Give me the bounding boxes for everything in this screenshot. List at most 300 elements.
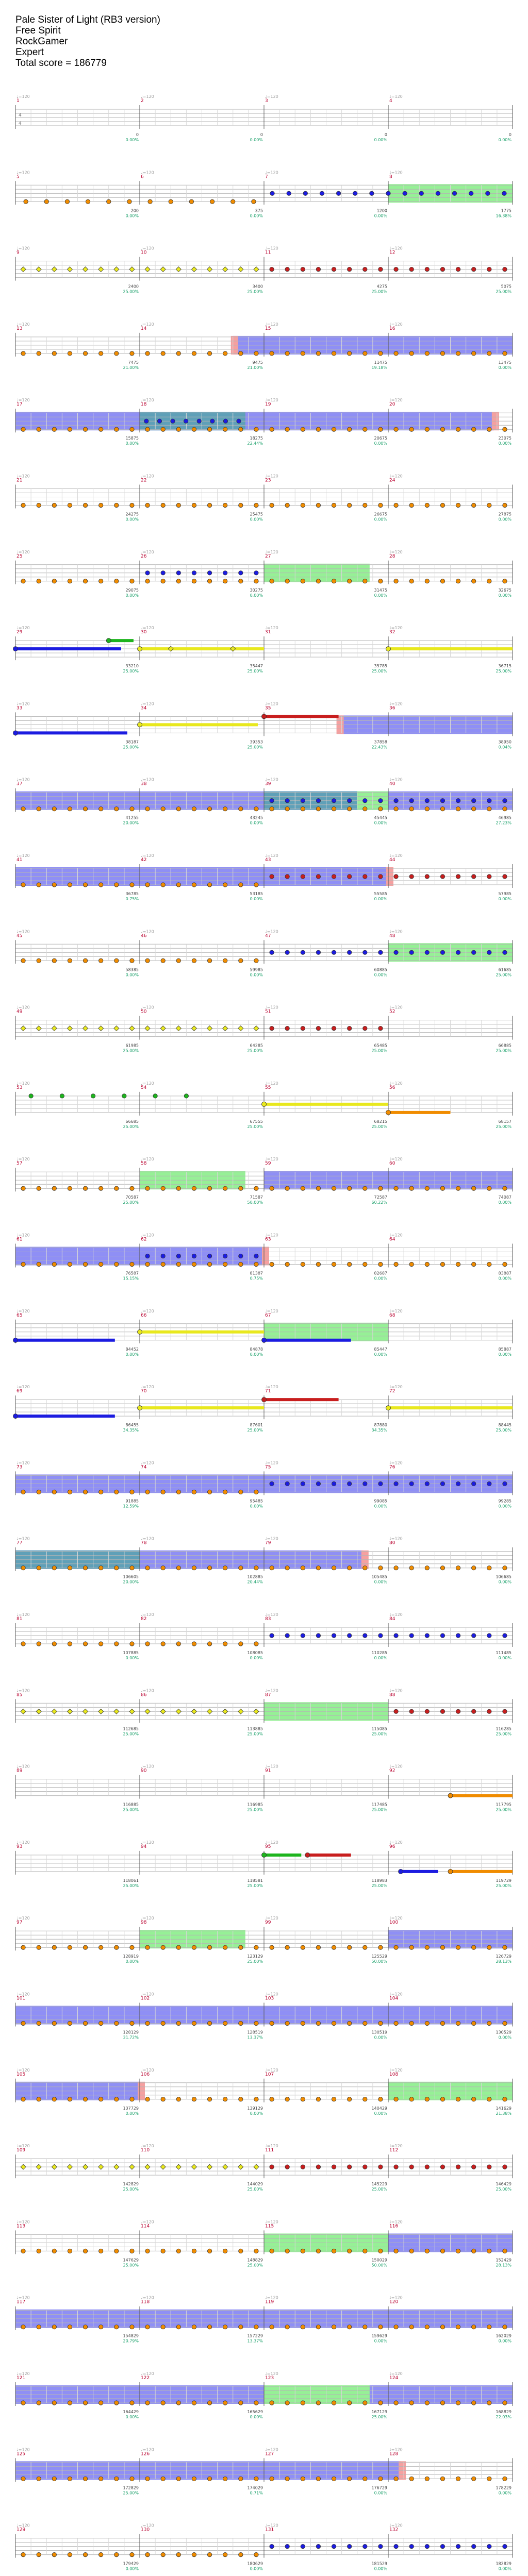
note-gem	[161, 2249, 165, 2253]
note-gem	[301, 1566, 305, 1570]
note-gem	[145, 571, 150, 575]
measure-number: 14	[141, 326, 147, 331]
measure-score: 172829	[123, 2485, 139, 2490]
note-gem	[83, 2097, 87, 2101]
note-gem	[192, 2249, 196, 2253]
note-gem	[378, 1566, 383, 1570]
measure-percent: 0.00%	[374, 897, 387, 901]
tempo-label: ♩=120	[389, 549, 403, 554]
note-gem	[98, 958, 103, 963]
note-gem	[316, 2544, 320, 2548]
tempo-label: ♩=120	[141, 2447, 154, 2452]
tempo-label: ♩=120	[265, 1005, 278, 1010]
note-gem	[223, 503, 227, 507]
measure-score: 46985	[498, 815, 512, 820]
measure-number: 127	[265, 2451, 274, 2457]
tempo-label: ♩=120	[141, 1460, 154, 1466]
note-gem	[52, 267, 57, 272]
measure-score: 99285	[498, 1499, 512, 1504]
note-gem	[114, 1566, 119, 1570]
note-gem	[386, 1406, 391, 1410]
measure-score: 87601	[250, 1423, 263, 1428]
chart-row	[15, 2296, 513, 2344]
measure-percent: 0.75%	[125, 897, 139, 901]
measure-number: 12	[389, 250, 395, 256]
note-gem	[270, 950, 274, 954]
measure-score: 99085	[374, 1499, 387, 1504]
note-gem	[210, 199, 214, 204]
note-gem	[223, 958, 227, 963]
note-gem	[254, 2325, 258, 2329]
measure-number: 90	[141, 1768, 147, 1774]
note-gem	[37, 1566, 41, 1570]
note-gem	[332, 1262, 336, 1266]
measure-score: 118983	[371, 1878, 387, 1883]
note-gem	[68, 958, 72, 963]
note-gem	[301, 2097, 305, 2101]
note-gem	[378, 807, 383, 811]
measure-score: 140429	[371, 2106, 387, 2111]
note-gem	[160, 267, 166, 272]
note-gem	[239, 1186, 243, 1190]
note-gem	[207, 267, 212, 272]
measure-percent: 25.00%	[123, 1124, 139, 1129]
time-signature-top: 4	[19, 113, 22, 118]
chart-row	[15, 2371, 513, 2419]
tempo-label: ♩=120	[265, 1081, 278, 1086]
note-gem	[285, 2097, 289, 2101]
note-gem	[52, 1026, 57, 1031]
measure-score: 18275	[250, 436, 263, 441]
note-gem	[301, 799, 305, 803]
measure-score: 9475	[252, 360, 263, 365]
note-gem	[487, 1945, 491, 1949]
note-gem	[363, 1262, 367, 1266]
chart-row	[15, 1157, 513, 1205]
note-gem	[207, 579, 211, 583]
note-gem	[223, 1254, 227, 1258]
note-gem	[347, 2021, 351, 2025]
note-gem	[98, 1026, 104, 1031]
note-gem	[67, 2164, 72, 2169]
note-gem	[145, 1566, 150, 1570]
measure-number: 64	[389, 1237, 395, 1242]
measure-score: 58385	[125, 967, 139, 972]
measure-number: 83	[265, 1617, 271, 1622]
note-gem	[68, 2097, 72, 2101]
note-gem	[161, 807, 165, 811]
tempo-label: ♩=120	[141, 2219, 154, 2225]
measure-percent: 0.00%	[498, 2035, 512, 2040]
note-gem	[425, 2249, 429, 2253]
note-gem	[487, 2325, 491, 2329]
note-gem	[316, 2325, 320, 2329]
measure-percent: 0.00%	[498, 897, 512, 901]
note-gem	[52, 1945, 56, 1949]
note-gem	[130, 1566, 134, 1570]
note-gem	[503, 2544, 507, 2548]
note-gem	[270, 1566, 274, 1570]
measure-number: 3	[265, 98, 268, 104]
note-gem	[409, 950, 414, 954]
note-gem	[192, 351, 196, 356]
measure-number: 100	[389, 1920, 399, 1926]
note-gem	[425, 579, 429, 583]
note-gem	[239, 503, 243, 507]
note-gem	[440, 2401, 444, 2405]
measure-percent: 25.00%	[247, 745, 263, 750]
note-gem	[98, 1709, 104, 1714]
measure-percent: 0.00%	[250, 1352, 263, 1357]
measure-percent: 0.00%	[374, 517, 387, 522]
note-gem	[363, 351, 367, 356]
note-gem	[68, 427, 72, 431]
note-gem	[114, 427, 119, 431]
note-gem	[363, 799, 367, 803]
note-gem	[316, 1634, 320, 1638]
note-gem	[440, 1634, 444, 1638]
note-gem	[363, 1634, 367, 1638]
measure-score: 141629	[496, 2106, 512, 2111]
note-gem	[145, 958, 150, 963]
measure-number: 125	[16, 2451, 26, 2457]
note-gem	[503, 1709, 507, 1713]
note-gem	[363, 579, 367, 583]
note-gem	[254, 2249, 258, 2253]
chart-row	[15, 1688, 513, 1736]
note-gem	[378, 2325, 383, 2329]
note-gem	[285, 1566, 289, 1570]
measure-number: 109	[16, 2148, 26, 2153]
note-gem	[270, 579, 274, 583]
note-gem	[184, 1094, 188, 1098]
measure-number: 114	[141, 2224, 150, 2229]
note-gem	[238, 1709, 243, 1714]
note-gem	[239, 2552, 243, 2556]
note-gem	[285, 2325, 289, 2329]
tempo-label: ♩=120	[389, 2447, 403, 2452]
tempo-label: ♩=120	[389, 853, 403, 858]
note-gem	[239, 2325, 243, 2329]
note-gem	[98, 1262, 103, 1266]
note-gem	[52, 1566, 56, 1570]
note-gem	[471, 2249, 475, 2253]
note-gem	[471, 2544, 475, 2548]
note-gem	[21, 1490, 25, 1494]
measure-number: 22	[141, 478, 147, 483]
note-gem	[176, 1262, 180, 1266]
tempo-label: ♩=120	[265, 322, 278, 327]
measure-score: 88445	[498, 1423, 512, 1428]
note-gem	[157, 419, 161, 423]
note-gem	[83, 1026, 88, 1031]
measure-score: 117795	[496, 1802, 512, 1807]
chart-row	[15, 1764, 513, 1812]
note-gem	[394, 351, 398, 356]
measure-score: 115085	[371, 1726, 387, 1731]
measure-percent: 0.00%	[125, 213, 139, 218]
measure-score: 118581	[247, 1878, 263, 1883]
tempo-label: ♩=120	[265, 777, 278, 782]
measure-score: 37858	[374, 739, 387, 745]
note-gem	[207, 351, 211, 356]
note-gem	[394, 799, 398, 803]
measure-score: 159629	[371, 2333, 387, 2338]
measure-percent: 0.00%	[250, 2111, 263, 2116]
note-gem	[471, 799, 475, 803]
note-gem	[83, 2477, 87, 2481]
measure-number: 1	[16, 98, 20, 104]
note-gem	[285, 807, 289, 811]
measure-score: 164429	[123, 2410, 139, 2414]
measure-score: 74087	[498, 1195, 512, 1200]
note-gem	[68, 579, 72, 583]
measure-number: 8	[389, 174, 392, 180]
note-gem	[114, 579, 119, 583]
measure-number: 59	[265, 1161, 271, 1167]
measure-percent: 0.00%	[125, 1656, 139, 1660]
note-gem	[440, 1566, 444, 1570]
note-gem	[285, 874, 289, 879]
note-gem	[176, 2021, 180, 2025]
note-gem	[347, 579, 351, 583]
measure-percent: 0.00%	[374, 1276, 387, 1281]
note-gem	[21, 2021, 25, 2025]
measure-score: 67555	[250, 1119, 263, 1124]
note-gem	[176, 1490, 180, 1494]
tempo-label: ♩=120	[141, 1612, 154, 1617]
note-gem	[254, 1642, 258, 1646]
note-gem	[98, 2164, 104, 2169]
measure-number: 17	[16, 402, 23, 408]
note-gem	[130, 1186, 134, 1190]
note-gem	[363, 1186, 367, 1190]
tempo-label: ♩=120	[16, 170, 30, 175]
note-gem	[207, 2021, 211, 2025]
measure-number: 43	[265, 857, 271, 863]
note-gem	[239, 1642, 243, 1646]
measure-percent: 25.00%	[496, 2187, 512, 2192]
note-gem	[130, 2325, 134, 2329]
tempo-label: ♩=120	[389, 2219, 403, 2225]
note-gem	[378, 1186, 383, 1190]
measure-percent: 25.00%	[496, 669, 512, 674]
tempo-label: ♩=120	[16, 1688, 30, 1693]
measure-number: 7	[265, 174, 268, 180]
measure-number: 61	[16, 1237, 23, 1242]
measure-score: 36785	[125, 891, 139, 896]
tempo-label: ♩=120	[265, 1385, 278, 1390]
measure-percent: 25.00%	[371, 1731, 387, 1737]
note-gem	[487, 1634, 491, 1638]
measure-number: 96	[389, 1844, 395, 1849]
tempo-label: ♩=120	[16, 1005, 30, 1010]
measure-percent: 25.00%	[123, 669, 139, 674]
note-gem	[223, 807, 227, 811]
note-gem	[332, 2325, 336, 2329]
note-gem	[425, 2097, 429, 2101]
measure-percent: 0.00%	[498, 1276, 512, 1281]
measure-percent: 20.00%	[123, 820, 139, 826]
note-gem	[503, 807, 507, 811]
tempo-label: ♩=120	[141, 1536, 154, 1541]
chart-row	[15, 1840, 513, 1888]
note-gem	[254, 1254, 258, 1258]
instrument-name: RockGamer	[15, 36, 68, 47]
measure-percent: 27.23%	[496, 820, 512, 826]
note-gem	[487, 1186, 491, 1190]
note-gem	[207, 2477, 211, 2481]
note-gem	[145, 1642, 150, 1646]
note-gem	[52, 1642, 56, 1646]
note-gem	[409, 1634, 414, 1638]
tempo-label: ♩=120	[265, 853, 278, 858]
note-gem	[223, 2325, 227, 2329]
tempo-label: ♩=120	[16, 1764, 30, 1769]
note-gem	[440, 2544, 444, 2548]
note-gem	[176, 1945, 180, 1949]
note-gem	[378, 2165, 383, 2169]
note-gem	[503, 2325, 507, 2329]
tempo-label: ♩=120	[16, 2067, 30, 2073]
measure-score: 82687	[374, 1271, 387, 1276]
measure-score: 142829	[123, 2182, 139, 2187]
note-gem	[316, 579, 320, 583]
measure-score: 144029	[247, 2182, 263, 2187]
measure-number: 107	[265, 2072, 274, 2077]
note-gem	[285, 2165, 289, 2169]
tempo-label: ♩=120	[265, 474, 278, 479]
note-gem	[347, 2544, 351, 2548]
note-gem	[394, 2477, 398, 2481]
note-gem	[425, 1186, 429, 1190]
note-gem	[456, 2097, 460, 2101]
chart-row	[15, 246, 513, 294]
note-gem	[68, 2552, 72, 2556]
note-gem	[436, 191, 440, 195]
note-gem	[239, 1945, 243, 1949]
note-gem	[68, 2249, 72, 2253]
note-gem	[285, 579, 289, 583]
tempo-label: ♩=120	[389, 1612, 403, 1617]
note-gem	[503, 1945, 507, 1949]
note-gem	[378, 351, 383, 356]
note-gem	[409, 1262, 414, 1266]
tempo-label: ♩=120	[265, 701, 278, 706]
tempo-label: ♩=120	[389, 929, 403, 934]
measure-percent: 0.00%	[498, 2338, 512, 2344]
note-gem	[471, 2477, 475, 2481]
note-gem	[114, 1709, 119, 1714]
tempo-label: ♩=120	[16, 701, 30, 706]
note-gem	[145, 579, 150, 583]
note-gem	[207, 427, 211, 431]
chart-row	[15, 474, 513, 522]
measure-percent: 0.00%	[250, 897, 263, 901]
measure-percent: 0.00%	[374, 820, 387, 826]
note-gem	[254, 2097, 258, 2101]
measure-percent: 25.00%	[496, 1731, 512, 1737]
note-gem	[207, 2401, 211, 2405]
measure-percent: 28.13%	[496, 1959, 512, 1964]
note-gem	[471, 2097, 475, 2101]
note-gem	[254, 267, 259, 272]
note-gem	[262, 1338, 267, 1342]
note-gem	[503, 1186, 507, 1190]
note-gem	[301, 1945, 305, 1949]
note-gem	[231, 199, 235, 204]
note-gem	[68, 1490, 72, 1494]
note-gem	[285, 267, 289, 271]
note-gem	[378, 2477, 383, 2481]
note-gem	[394, 2097, 398, 2101]
chart-row	[15, 1005, 513, 1053]
note-gem	[207, 807, 211, 811]
measure-percent: 25.00%	[371, 2187, 387, 2192]
measure-percent: 0.00%	[125, 517, 139, 522]
measure-number: 65	[16, 1312, 23, 1318]
note-gem	[161, 579, 165, 583]
note-gem	[270, 2401, 274, 2405]
note-gem	[37, 807, 41, 811]
tempo-label: ♩=120	[16, 1385, 30, 1390]
note-gem	[83, 2164, 88, 2169]
tempo-label: ♩=120	[265, 2067, 278, 2073]
note-gem	[239, 571, 243, 575]
measure-number: 33	[16, 705, 23, 711]
note-gem	[176, 958, 180, 963]
note-gem	[471, 2401, 475, 2405]
note-gem	[114, 2249, 119, 2253]
note-gem	[83, 427, 87, 431]
measure-number: 80	[389, 1540, 395, 1546]
note-gem	[270, 2021, 274, 2025]
difficulty-label: Expert	[15, 47, 44, 58]
note-gem	[176, 267, 181, 272]
measure-number: 60	[389, 1161, 395, 1167]
note-gem	[223, 1186, 227, 1190]
note-gem	[83, 2325, 87, 2329]
measure-score: 117485	[371, 1802, 387, 1807]
measure-percent: 22.03%	[496, 2415, 512, 2419]
measure-percent: 0.00%	[250, 1656, 263, 1660]
measure-percent: 0.75%	[250, 1276, 263, 1281]
note-gem	[52, 2164, 57, 2169]
measure-percent: 25.00%	[123, 2187, 139, 2192]
note-gem	[363, 874, 367, 879]
note-gem	[37, 2401, 41, 2405]
note-gem	[65, 199, 69, 204]
measure-score: 157229	[247, 2333, 263, 2338]
measure-percent: 34.35%	[371, 1428, 387, 1433]
note-gem	[347, 1634, 351, 1638]
measure-score: 107885	[123, 1651, 139, 1655]
tempo-label: ♩=120	[141, 322, 154, 327]
note-gem	[370, 191, 374, 195]
note-gem	[471, 579, 475, 583]
measure-percent: 0.00%	[498, 441, 512, 446]
note-gem	[487, 1709, 491, 1713]
note-gem	[301, 427, 305, 431]
chart-row	[15, 322, 513, 370]
tempo-label: ♩=120	[141, 1233, 154, 1238]
note-gem	[168, 646, 173, 651]
note-gem	[425, 2325, 429, 2329]
measure-number: 26	[141, 553, 147, 559]
note-gem	[192, 1566, 196, 1570]
note-gem	[303, 191, 307, 195]
tempo-label: ♩=120	[141, 2523, 154, 2528]
